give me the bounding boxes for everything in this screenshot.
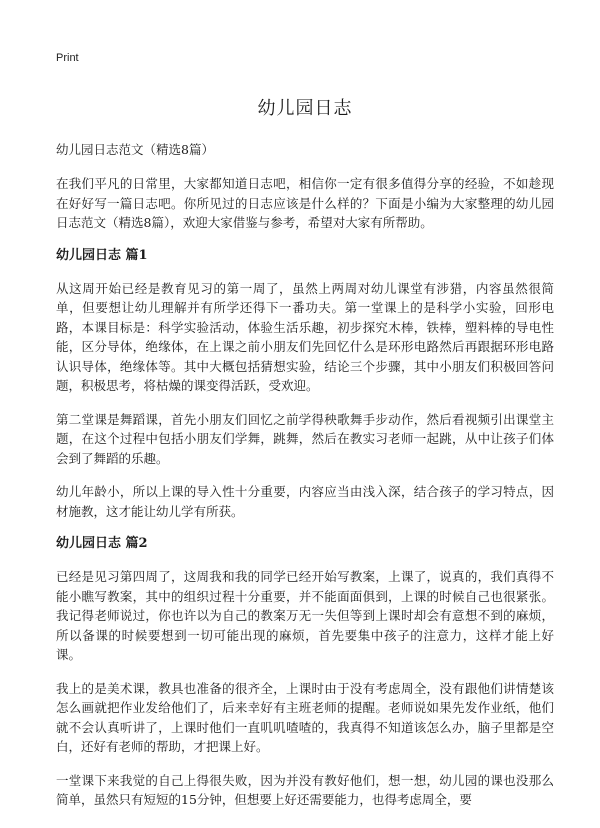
section-2-paragraph-2: 我上的是美术课，教具也准备的很齐全，上课时由于没有考虑周全，没有跟他们讲情楚该怎么画就把作业发给他们了，后来幸好有主班老师的提醒。老师说如果先发作业纸，他们就不会认真听讲了，上课时他们一直叽叽喳喳的，我真得不知道该怎么办，脑子里都是空白，还好有老师的帮助，才把课上好。	[56, 680, 554, 754]
section-2-paragraph-3: 一堂课下来我觉的自己上得很失败，因为并没有教好他们，想一想，幼儿园的课也没那么简单，虽然只有短短的15分钟，但想要上好还需要能力，也得考虑周全，要	[56, 772, 554, 807]
section-1-paragraph-2: 第二堂课是舞蹈课，首先小朋友们回忆之前学得秧歌舞手步动作，然后看视频引出课堂主题，在这个过程中包括小朋友们学舞，跳舞，然后在教实习老师一起跳，从中让孩子们体会到了舞蹈的乐趣。	[56, 411, 554, 466]
section-heading-2: 幼儿园日志 篇2	[56, 536, 148, 551]
section-1-paragraph-3: 幼儿年龄小，所以上课的导入性十分重要，内容应当由浅入深，结合孩子的学习特点，因材施教，这才能让幼儿学有所获。	[56, 484, 554, 519]
document-title: 幼儿园日志	[257, 98, 353, 119]
intro-paragraph: 在我们平凡的日常里，大家都知道日志吧，相信你一定有很多值得分享的经验，不如趁现在好好写一篇日志吧。你所见过的日志应该是什么样的？下面是小编为大家整理的幼儿园日志范文（精选8篇），欢迎大家借鉴与参考，希望对大家有所帮助。	[56, 176, 554, 230]
section-1-paragraph-1: 从这周开始已经是教育见习的第一周了，虽然上两周对幼儿课堂有涉猎，内容虽然很简单，但要想让幼儿理解并有所学还得下一番功夫。第一堂课上的是科学小实验，回形电路，本课目标是：科学实验活动，体验生活乐趣，初步探究木棒，铁棒，塑料棒的导电性能，区分导体，绝缘体，在上课之前小朋友们先回忆什么是环形电路然后再跟据环形电路认识导体，绝缘体等。其中大概包括猜想实验，结论三个步骤，其中小朋友们积极回答问题，积极思考，将枯燥的课变得活跃，受欢迎。	[56, 280, 554, 393]
document-subtitle: 幼儿园日志范文（精选8篇）	[56, 142, 214, 157]
section-heading-1: 幼儿园日志 篇1	[56, 247, 148, 263]
print-link[interactable]: Print	[56, 52, 79, 64]
section-2-paragraph-1: 已经是见习第四周了，这周我和我的同学已经开始写教案，上课了，说真的，我们真得不能小瞧写教案，其中的组织过程十分重要，并不能面面俱到，上课的时候自己也很紧张。我记得老师说过，你也许以为自己的教案万无一失但等到上课时却会有意想不到的麻烦，所以备课的时候要想到一切可能出现的麻烦，首先要集中孩子的注意力，这样才能上好课。	[56, 569, 554, 662]
